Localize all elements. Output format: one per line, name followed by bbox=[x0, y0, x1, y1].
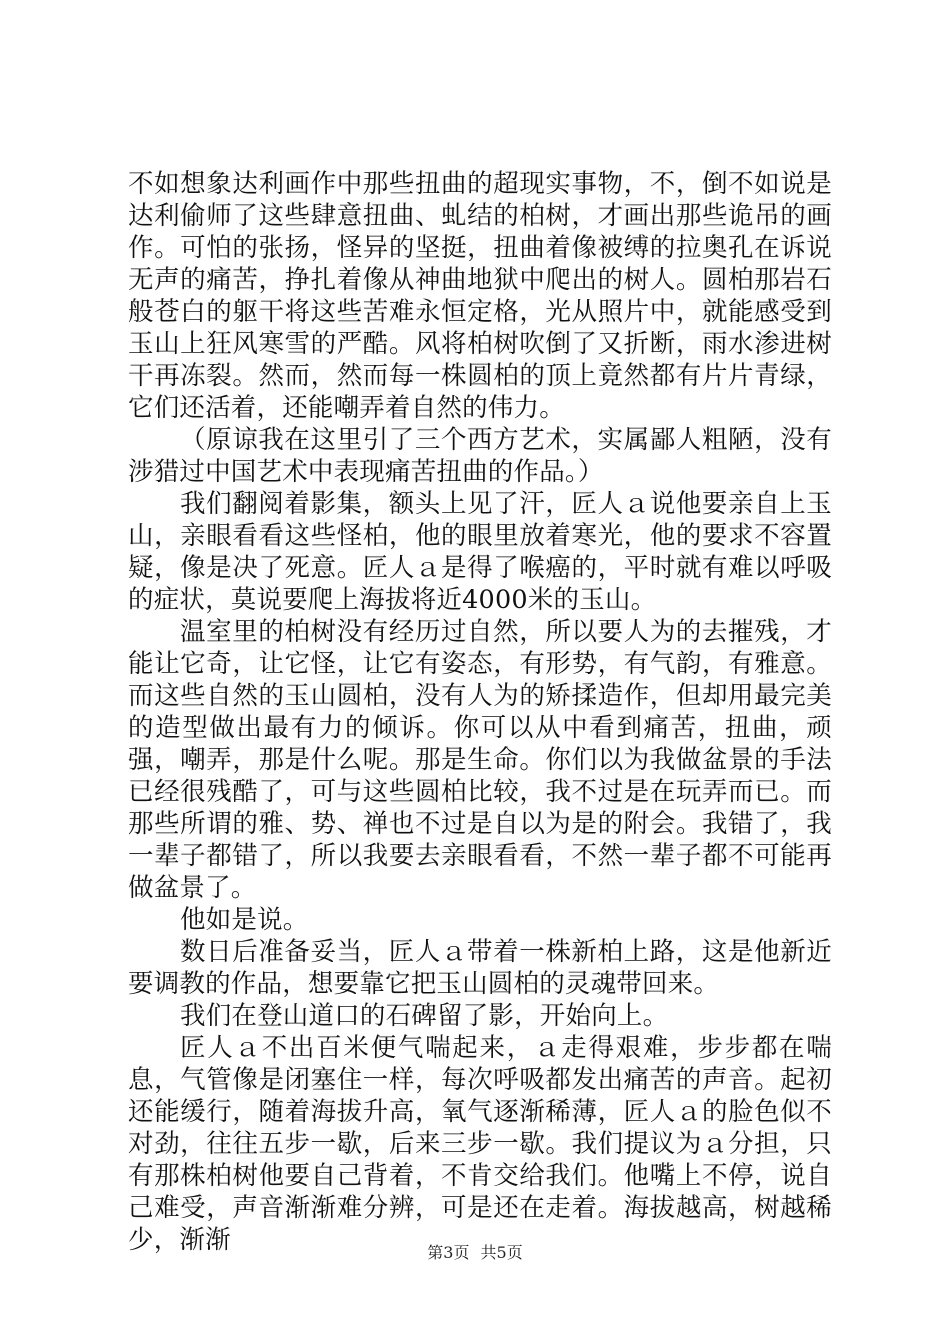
paragraph: 匠人ａ不出百米便气喘起来，ａ走得艰难，步步都在喘息，气管像是闭塞住一样，每次呼吸都发出痛苦的声音。起初还能缓行，随着海拔升高，氧气逐渐稀薄，匠人ａ的脸色似不对劲，往往五步一歇，后来三步一歇。我们提议为ａ分担，只有那株柏树他要自己背着，不肯交给我们。他嘴上不停，说自己难受，声音渐渐难分辨，可是还在走着。海拔越高，树越稀少，渐渐 bbox=[128, 1033, 832, 1255]
document-body bbox=[128, 168, 832, 1256]
paragraph: 我们在登山道口的石碑留了影，开始向上。 bbox=[180, 1001, 669, 1031]
page-total: 共5页 bbox=[480, 1243, 523, 1262]
paragraph: 数日后准备妥当，匠人ａ带着一株新柏上路，这是他新近要调教的作品，想要靠它把玉山圆柏的灵魂带回来。 bbox=[128, 937, 832, 999]
paragraph: 他如是说。 bbox=[180, 905, 309, 935]
page-footer bbox=[0, 1243, 950, 1263]
paragraph: 不如想象达利画作中那些扭曲的超现实事物，不，倒不如说是达利偷师了这些肆意扭曲、虬结的柏树，才画出那些诡吊的画作。可怕的张扬，怪异的坚挺，扭曲着像被缚的拉奥孔在诉说无声的痛苦，挣扎着像从神曲地狱中爬出的树人。圆柏那岩石般苍白的躯干将这些苦难永恒定格，光从照片中，就能感受到玉山上狂风寒雪的严酷。风将柏树吹倒了又折断，雨水渗进树干再冻裂。然而，然而每一株圆柏的顶上竟然都有片片青绿，它们还活着，还能嘲弄着自然的伟力。 bbox=[128, 169, 832, 423]
page-number: 第3页 bbox=[427, 1243, 470, 1262]
paragraph: （原谅我在这里引了三个西方艺术，实属鄙人粗陋，没有涉猎过中国艺术中表现痛苦扭曲的作品。） bbox=[128, 425, 832, 487]
paragraph: 我们翻阅着影集，额头上见了汗，匠人ａ说他要亲自上玉山，亲眼看看这些怪柏，他的眼里放着寒光，他的要求不容置疑，像是决了死意。匠人ａ是得了喉癌的，平时就有难以呼吸的症状，莫说要爬上海拔将近4000米的玉山。 bbox=[128, 489, 832, 615]
paragraph: 温室里的柏树没有经历过自然，所以要人为的去摧残，才能让它奇，让它怪，让它有姿态，有形势，有气韵，有雅意。而这些自然的玉山圆柏，没有人为的矫揉造作，但却用最完美的造型做出最有力的倾诉。你可以从中看到痛苦，扭曲，顽强，嘲弄，那是什么呢。那是生命。你们以为我做盆景的手法已经很残酷了，可与这些圆柏比较，我不过是在玩弄而已。而那些所谓的雅、势、禅也不过是自以为是的附会。我错了，我一辈子都错了，所以我要去亲眼看看，不然一辈子都不可能再做盆景了。 bbox=[128, 617, 832, 903]
